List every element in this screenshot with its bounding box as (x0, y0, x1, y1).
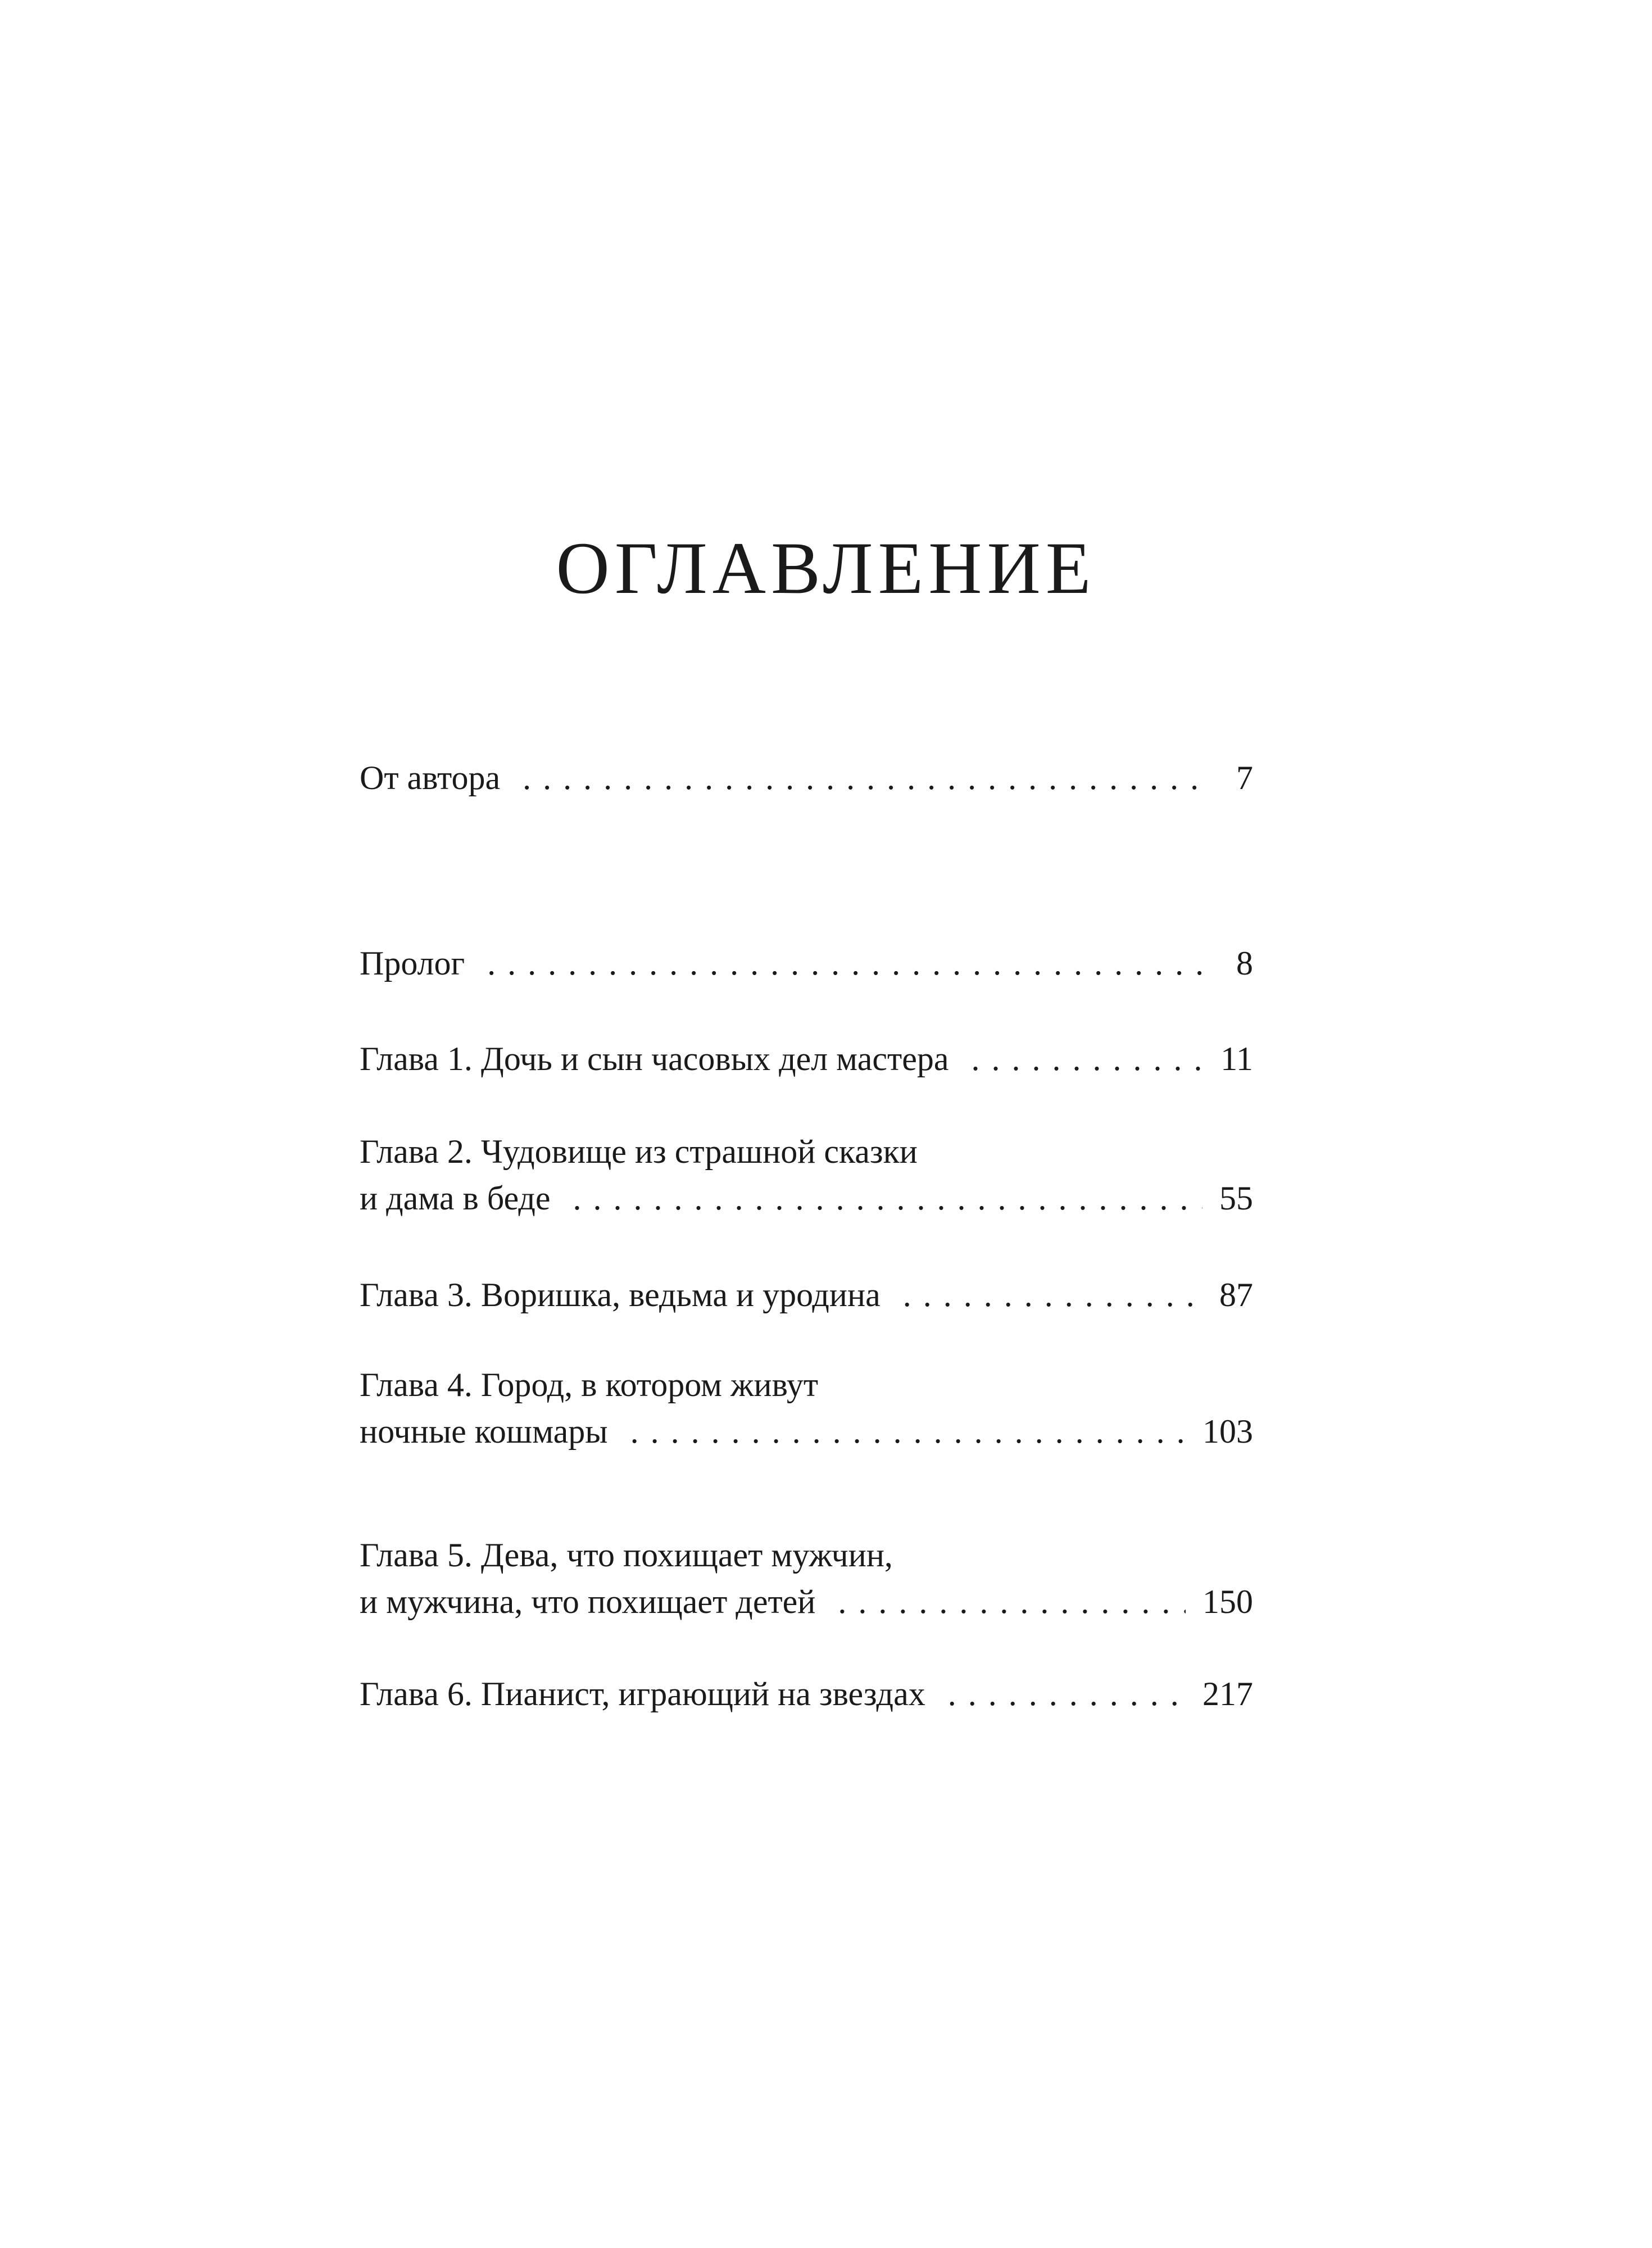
toc-entry-chapter-1 (360, 1012, 1253, 1106)
toc-page-number: 7 (1236, 759, 1253, 796)
dot-leader (903, 1248, 1202, 1342)
toc-entry-title: Глава 3. Воришка, ведьма и уродина (360, 1276, 881, 1313)
dot-leader (838, 1554, 1186, 1649)
page-title: ОГЛАВЛЕНИЕ (556, 527, 1096, 609)
toc-page-number: 87 (1219, 1276, 1253, 1313)
toc-entry-title-line-2: и мужчина, что похищает детей (360, 1583, 816, 1620)
toc-entry-title: Глава 5. Дева, что похищает мужчин, (360, 1537, 893, 1574)
toc-entry-title: Пролог (360, 945, 465, 982)
toc-page-number: 217 (1202, 1675, 1253, 1712)
toc-entry-chapter-6 (360, 1647, 1253, 1741)
toc-page-number: 103 (1202, 1413, 1253, 1450)
toc-entry-title: Глава 2. Чудовище из страшной сказки (360, 1133, 918, 1170)
dot-leader (487, 916, 1202, 1010)
toc-entry-title: Глава 1. Дочь и сын часовых дел мастера (360, 1040, 949, 1077)
dot-leader (523, 731, 1202, 825)
dot-leader (630, 1384, 1186, 1479)
dot-leader (971, 1012, 1202, 1106)
toc-entry-from-author (360, 731, 1253, 825)
toc-entry-title: Глава 6. Пианист, играющий на звездах (360, 1675, 925, 1712)
dot-leader (948, 1647, 1186, 1741)
toc-page-number: 8 (1236, 945, 1253, 982)
toc-page-number: 11 (1220, 1040, 1253, 1077)
toc-entry-chapter-3 (360, 1248, 1253, 1342)
toc-entry-title: Глава 4. Город, в котором живут (360, 1366, 819, 1403)
toc-page-number: 55 (1219, 1180, 1253, 1217)
toc-entry-chapter-2-cont (360, 1151, 1253, 1245)
toc-entry-title-line-2: ночные кошмары (360, 1413, 608, 1450)
toc-entry-title-line-2: и дама в беде (360, 1180, 551, 1217)
dot-leader (573, 1151, 1202, 1245)
toc-entry-title: От автора (360, 759, 501, 796)
toc-page-number: 150 (1202, 1583, 1253, 1620)
toc-entry-chapter-5-cont (360, 1554, 1253, 1649)
toc-entry-chapter-4-cont (360, 1384, 1253, 1479)
toc-entry-prologue (360, 916, 1253, 1010)
